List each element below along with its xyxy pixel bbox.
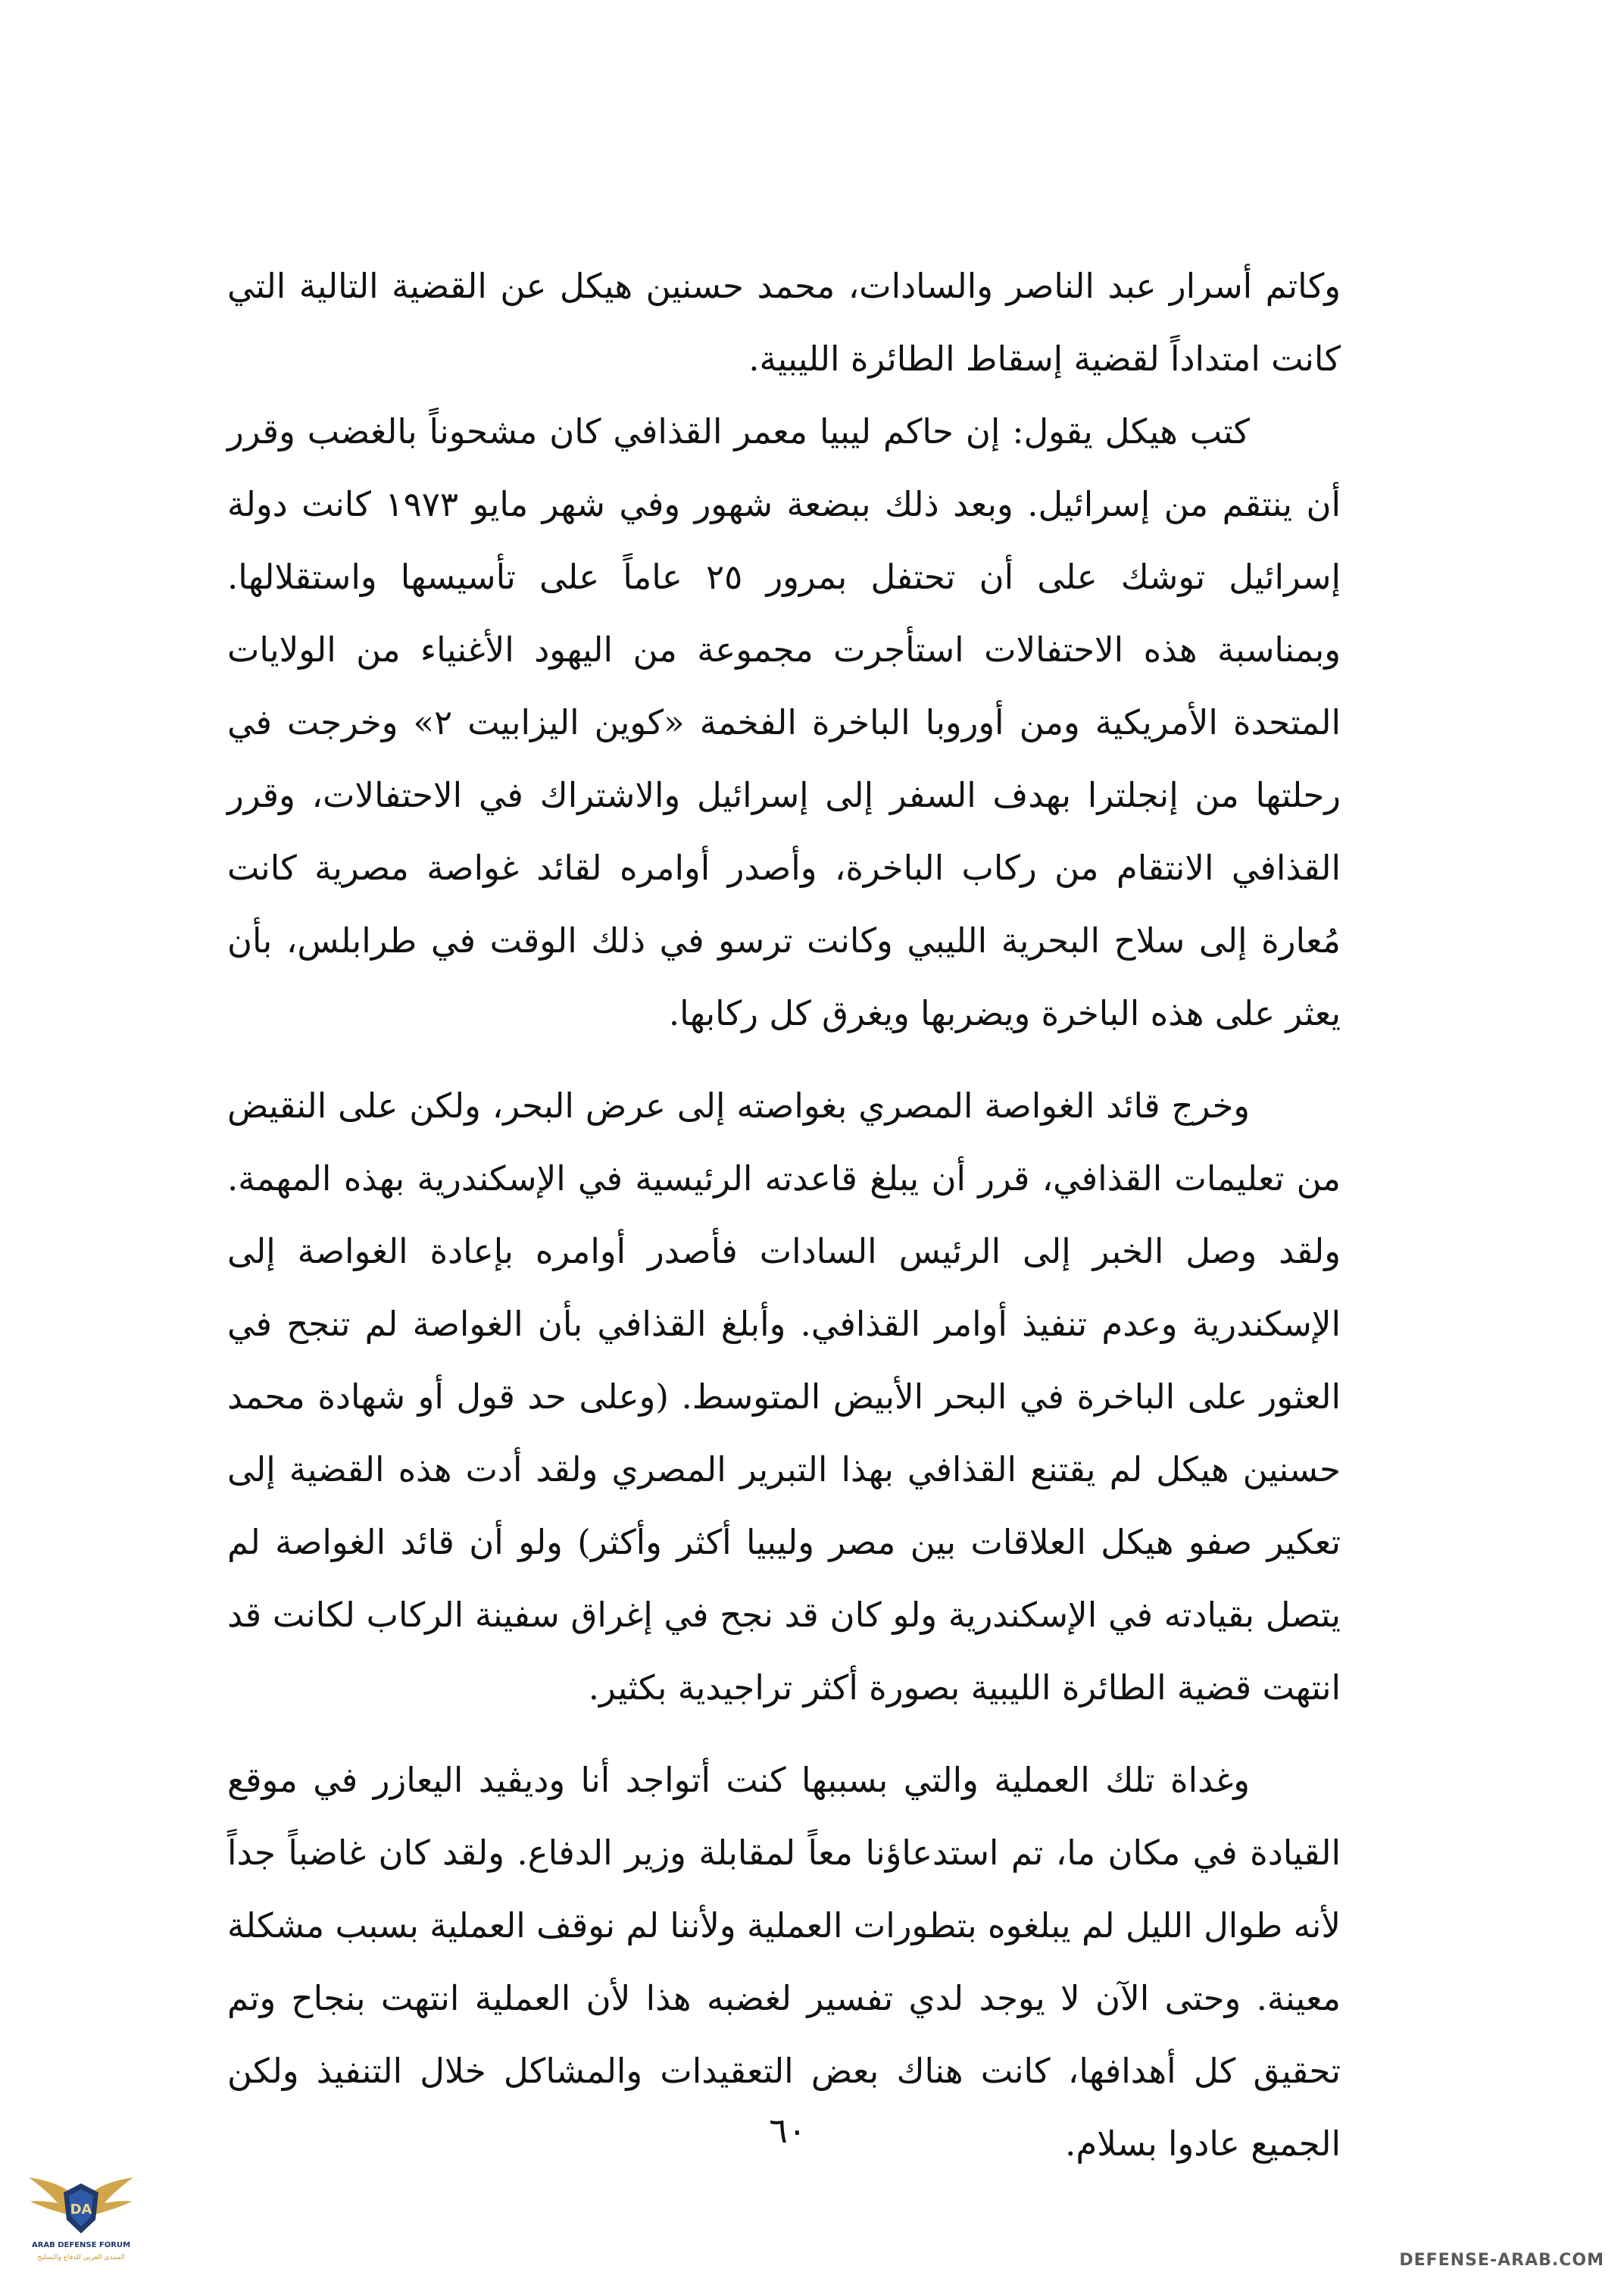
page-number: ٦٠ xyxy=(769,2110,807,2151)
watermark-url: DEFENSE-ARAB.COM xyxy=(1399,2251,1604,2270)
logo-subtitle: المنتدى العربي للدفاع والتسليح xyxy=(37,2254,125,2261)
paragraph-1: وكاتم أسرار عبد الناصر والسادات، محمد حسنين هيكل عن القضية التالية التي كانت امتداداً لقضية إسقاط الطائرة الليبية. xyxy=(227,266,1341,379)
paragraph-3: وخرج قائد الغواصة المصري بغواصته إلى عرض البحر، ولكن على النقيض من تعليمات القذافي، قرر أن يبلغ قاعدته الرئيسية في الإسكندرية بهذه المهمة. ولقد وصل الخبر إلى الرئيس السادات فأصدر أوامره بإعادة الغواصة إلى الإسكندرية وعدم تنفيذ أوامر القذافي. وأبلغ القذافي بأن الغواصة لم تنجح في العثور على الباخرة في البحر الأبيض المتوسط. (وعلى حد قول أو شهادة محمد حسنين هيكل لم يقتنع القذافي بهذا التبرير المصري ولقد أدت هذه القضية إلى تعكير صفو هيكل العلاقات بين مصر وليبيا أكثر وأكثر) ولو أن قائد الغواصة لم يتصل بقيادته في الإسكندرية ولو كان قد نجح في إغراق سفينة الركاب لكانت قد انتهت قضية الطائرة الليبية بصورة أكثر تراجيدية بكثير. xyxy=(227,1086,1341,1708)
arab-defense-forum-logo xyxy=(24,2155,138,2268)
paragraph-4: وغداة تلك العملية والتي بسببها كنت أتواجد أنا وديڤيد اليعازر في موقع القيادة في مكان ما، تم استدعاؤنا معاً لمقابلة وزير الدفاع. ولقد كان غاضباً جداً لأنه طوال الليل لم يبلغوه بتطورات العملية ولأننا لم نوقف العملية بسبب مشكلة معينة. وحتى الآن لا يوجد لدي تفسير لغضبه هذا لأن العملية انتهت بنجاح وتم تحقيق كل أهدافها، كانت هناك بعض التعقيدات والمشاكل خلال التنفيذ ولكن الجميع عادوا بسلام. xyxy=(227,1760,1341,2164)
logo-title: ARAB DEFENSE FORUM xyxy=(31,2241,131,2249)
logo-initials: DA xyxy=(70,2202,92,2218)
page-body xyxy=(227,250,1341,2180)
paragraph-2: كتب هيكل يقول: إن حاكم ليبيا معمر القذافي كان مشحوناً بالغضب وقرر أن ينتقم من إسرائيل. وبعد ذلك ببضعة شهور وفي شهر مايو ١٩٧٣ كانت دولة إسرائيل توشك على أن تحتفل بمرور ٢٥ عاماً على تأسيسها واستقلالها. وبمناسبة هذه الاحتفالات استأجرت مجموعة من اليهود الأغنياء من الولايات المتحدة الأمريكية ومن أوروبا الباخرة الفخمة «كوين اليزابيت ٢» وخرجت في رحلتها من إنجلترا بهدف السفر إلى إسرائيل والاشتراك في الاحتفالات، وقرر القذافي الانتقام من ركاب الباخرة، وأصدر أوامره لقائد غواصة مصرية كانت مُعارة إلى سلاح البحرية الليبي وكانت ترسو في ذلك الوقت في طرابلس، بأن يعثر على هذه الباخرة ويضربها ويغرق كل ركابها. xyxy=(227,411,1341,1033)
